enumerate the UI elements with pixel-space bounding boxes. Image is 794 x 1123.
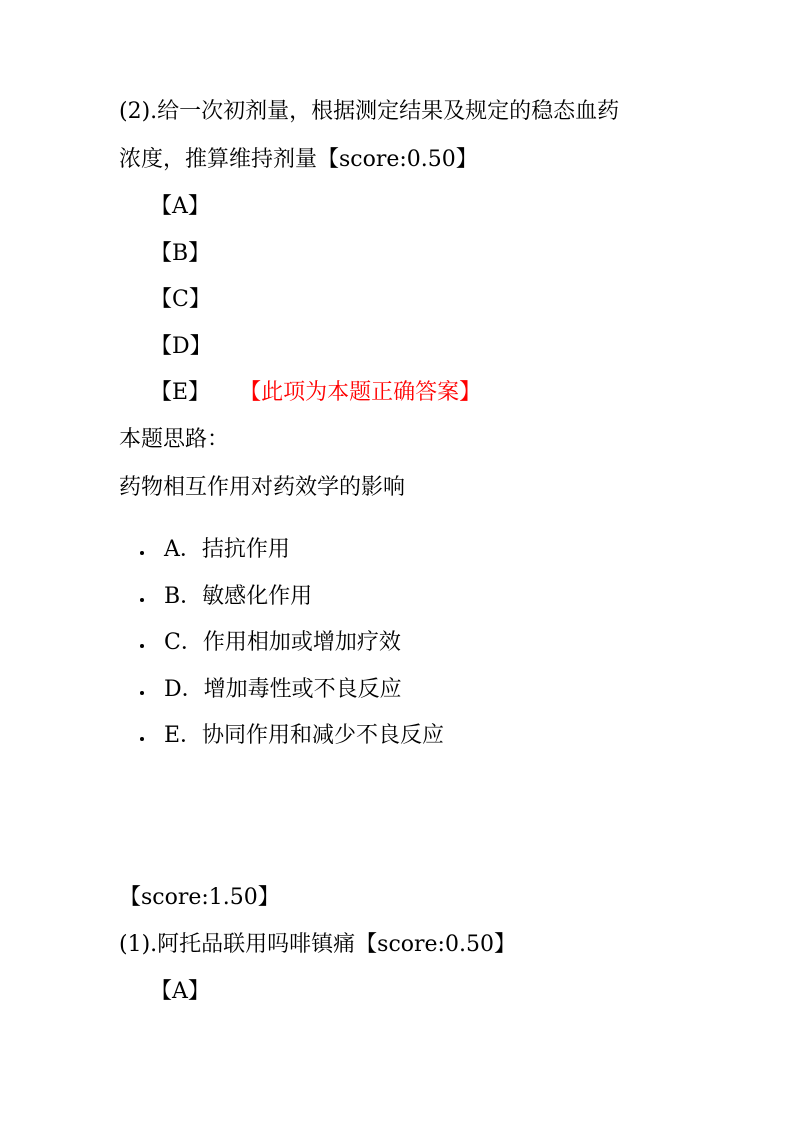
option-a-next: 【A】 [150,979,210,1004]
explanation-topic: 药物相互作用对药效学的影响 [119,475,406,500]
option-a: 【A】 [150,194,210,219]
option-b: 【B】 [150,241,211,266]
list-item: C．作用相加或增加疗效 [140,628,444,675]
option-d: 【D】 [150,334,212,359]
explanation-heading: 本题思路： [119,427,230,452]
list-item: E．协同作用和减少不良反应 [140,721,444,768]
question-2-line-1: (2).给一次初剂量，根据测定结果及规定的稳态血药 [119,99,620,124]
list-item: B．敏感化作用 [140,582,444,629]
question-1-line-1: (1).阿托品联用吗啡镇痛【score:0.50】 [119,932,516,957]
correct-answer-mark: 【此项为本题正确答案】 [250,380,482,405]
bullet-icon [140,737,144,741]
option-c: 【C】 [150,287,211,312]
bullet-icon [140,598,144,602]
option-e-label: 【E】 [150,380,211,405]
explanation-list [140,535,444,768]
question-2-line-2: 浓度，推算维持剂量【score:0.50】 [119,147,478,172]
bullet-icon [140,551,144,555]
list-item: D．增加毒性或不良反应 [140,675,444,722]
list-item: A．拮抗作用 [140,535,444,582]
option-e [150,378,481,408]
bullet-icon [140,691,144,695]
group-score: 【score:1.50】 [119,885,280,910]
bullet-icon [140,644,144,648]
